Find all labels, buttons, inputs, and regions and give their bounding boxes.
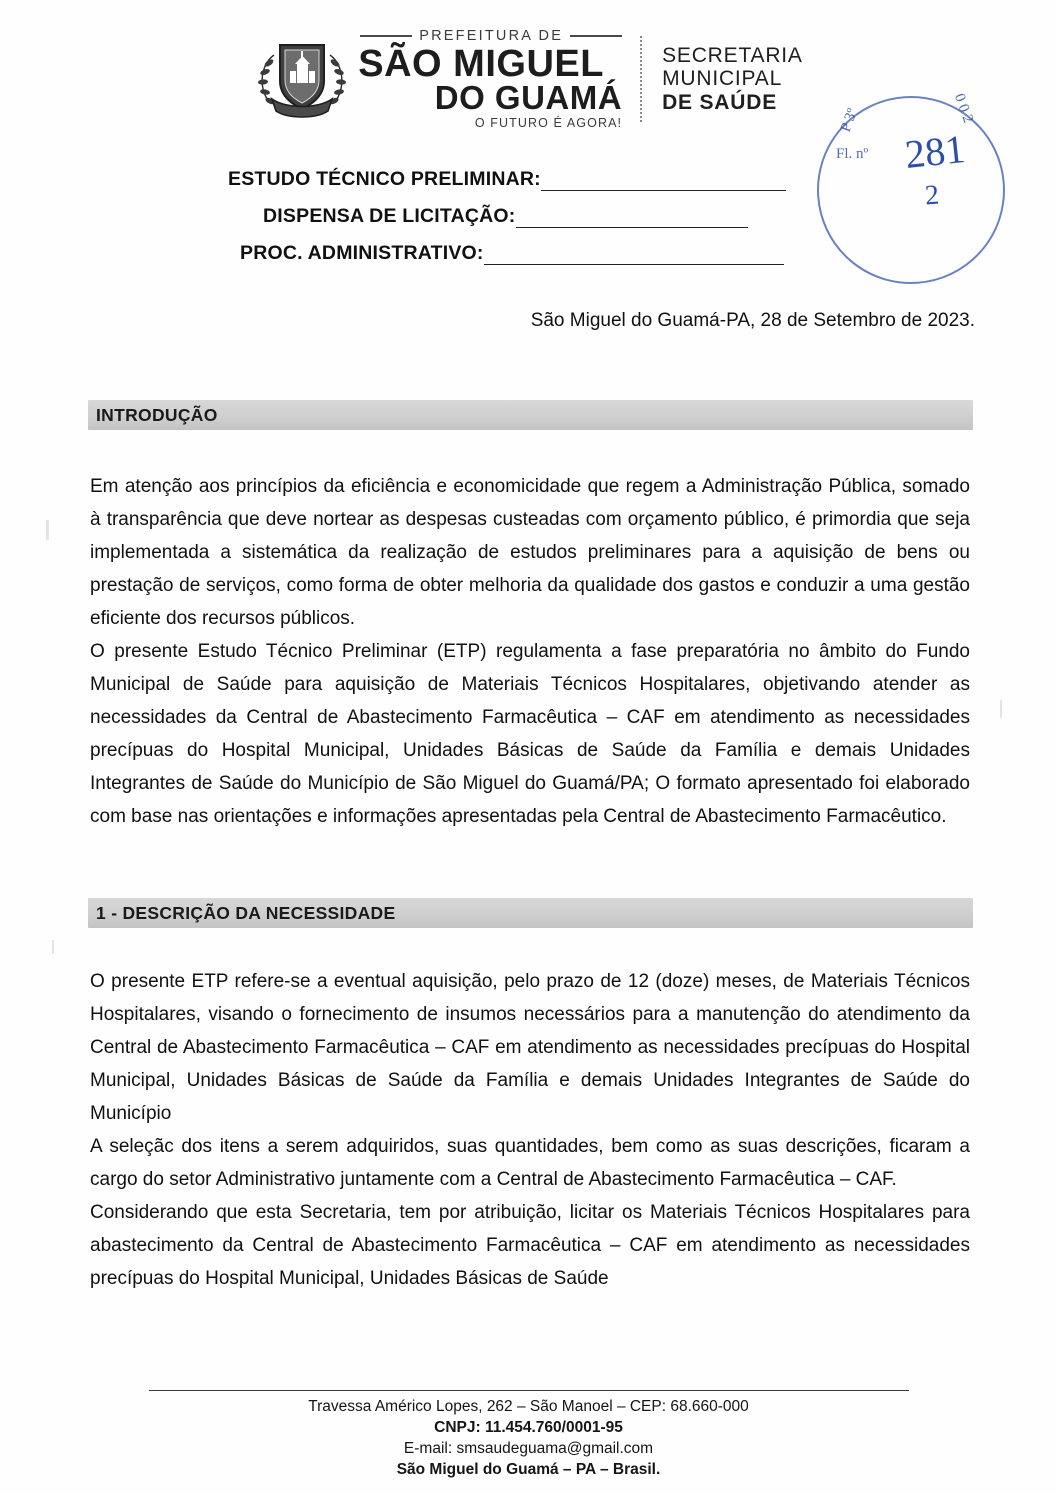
stamp-subnumber: 2	[923, 179, 941, 212]
footer-address: Travessa Américo Lopes, 262 – São Manoel – CEP: 68.660-000	[308, 1398, 749, 1415]
page-footer	[0, 1390, 1057, 1480]
city-name-line1: SÃO MIGUEL	[358, 43, 604, 85]
title-field-group	[0, 168, 1057, 279]
paragraph: A seleçãc dos itens a serem adquiridos, suas quantidades, bem como as suas descrições, ficaram a cargo do setor Administrativo juntamente com a Central de Abastecimento Farmacêutica – CAF.	[90, 1136, 970, 1190]
section-body-descricao-da-necessidade	[90, 965, 970, 1295]
section-heading-label: INTRODUÇÃO	[96, 404, 218, 425]
footer-divider	[149, 1390, 909, 1391]
secretaria-block	[662, 44, 803, 115]
scan-speckle	[46, 520, 49, 540]
secretaria-line-1: SECRETARIA	[662, 43, 803, 67]
section-heading-label: 1 - DESCRIÇÃO DA NECESSIDADE	[96, 902, 396, 923]
brand-block	[358, 29, 622, 130]
field-label: DISPENSA DE LICITAÇÃO:	[263, 205, 516, 227]
section-heading-introducao	[88, 400, 973, 430]
field-proc-administrativo[interactable]	[0, 242, 1057, 265]
paragraph: O presente ETP refere-se a eventual aquisição, pelo prazo de 12 (doze) meses, de Materiais Técnicos Hospitalares, visando o fornecimento de insumos necessários para a manutenção do atendimento da Central de Abastecimento Farmacêutica – CAF em atendimento as necessidades precípuas do Hospital Municipal, Unidades Básicas de Saúde da Família e demais Unidades Integrantes de Saúde do Município	[90, 971, 970, 1124]
kicker-rule-right	[570, 35, 622, 37]
header-divider	[640, 36, 642, 122]
footer-location: São Miguel do Guamá – PA – Brasil.	[396, 1461, 661, 1478]
section-body-introducao	[90, 470, 970, 833]
stamp-mark-right: 0 0 2	[950, 91, 977, 126]
field-label: ESTUDO TÉCNICO PRELIMINAR:	[228, 168, 541, 190]
field-blank-line[interactable]	[484, 247, 784, 265]
field-dispensa-de-licitacao[interactable]	[0, 205, 1057, 228]
stamp-mark-left: P 3º	[837, 106, 861, 135]
dateline: São Miguel do Guamá-PA, 28 de Setembro de 2023.	[530, 310, 975, 331]
field-blank-line[interactable]	[541, 173, 786, 191]
stamp-mark-bottom: Fl. nº	[836, 146, 869, 162]
paragraph: Considerando que esta Secretaria, tem por atribuição, licitar os Materiais Técnicos Hospitalares para abastecimento da Central de Abastecimento Farmacêutica – CAF em atendimento as necessidades precípuas do Hospital Municipal, Unidades Básicas de Saúde	[90, 1202, 970, 1289]
field-blank-line[interactable]	[516, 210, 748, 228]
secretaria-line-2: MUNICIPAL	[662, 67, 783, 91]
section-heading-descricao-da-necessidade	[88, 898, 973, 928]
scan-speckle	[52, 940, 54, 954]
coat-of-arms-icon	[254, 33, 350, 125]
city-name-line2: DO GUAMÁ	[434, 79, 623, 116]
city-slogan: O FUTURO É AGORA!	[474, 116, 623, 130]
paragraph: Em atenção aos princípios da eficiência e economicidade que regem a Administração Pública, somado à transparência que deve nortear as despesas custeadas com orçamento público, é primordia que seja implementada a sistemática da realização de estudos preliminares para a aquisição de bens ou prestação de serviços, como forma de obter melhoria da qualidade dos gastos e conduzir a uma gestão eficiente dos recursos públicos.	[90, 476, 970, 629]
footer-email: E-mail: smsaudeguama@gmail.com	[403, 1440, 654, 1457]
kicker-rule-left	[360, 35, 412, 37]
paragraph: O presente Estudo Técnico Preliminar (ETP) regulamenta a fase preparatória no âmbito do Fundo Municipal de Saúde para aquisição de Materiais Técnicos Hospitalares, objetivando atender as necessidades da Central de Abastecimento Farmacêutica – CAF em atendimento as necessidades precípuas do Hospital Municipal, Unidades Básicas de Saúde da Família e demais Unidades Integrantes de Saúde do Município de São Miguel do Guamá/PA; O formato apresentado foi elaborado com base nas orientações e informações apresentadas pela Central de Abastecimento Farmacêutico.	[90, 641, 970, 827]
field-estudo-tecnico-preliminar[interactable]	[0, 168, 1057, 191]
scan-speckle	[1000, 700, 1002, 718]
prefecture-kicker-label: PREFEITURA DE	[419, 27, 564, 44]
secretaria-line-3: DE SAÚDE	[662, 90, 778, 114]
stamp-number: 281	[902, 125, 968, 178]
field-label: PROC. ADMINISTRATIVO:	[240, 242, 484, 264]
footer-cnpj: CNPJ: 11.454.760/0001-95	[434, 1419, 623, 1436]
prefecture-kicker	[360, 29, 622, 44]
